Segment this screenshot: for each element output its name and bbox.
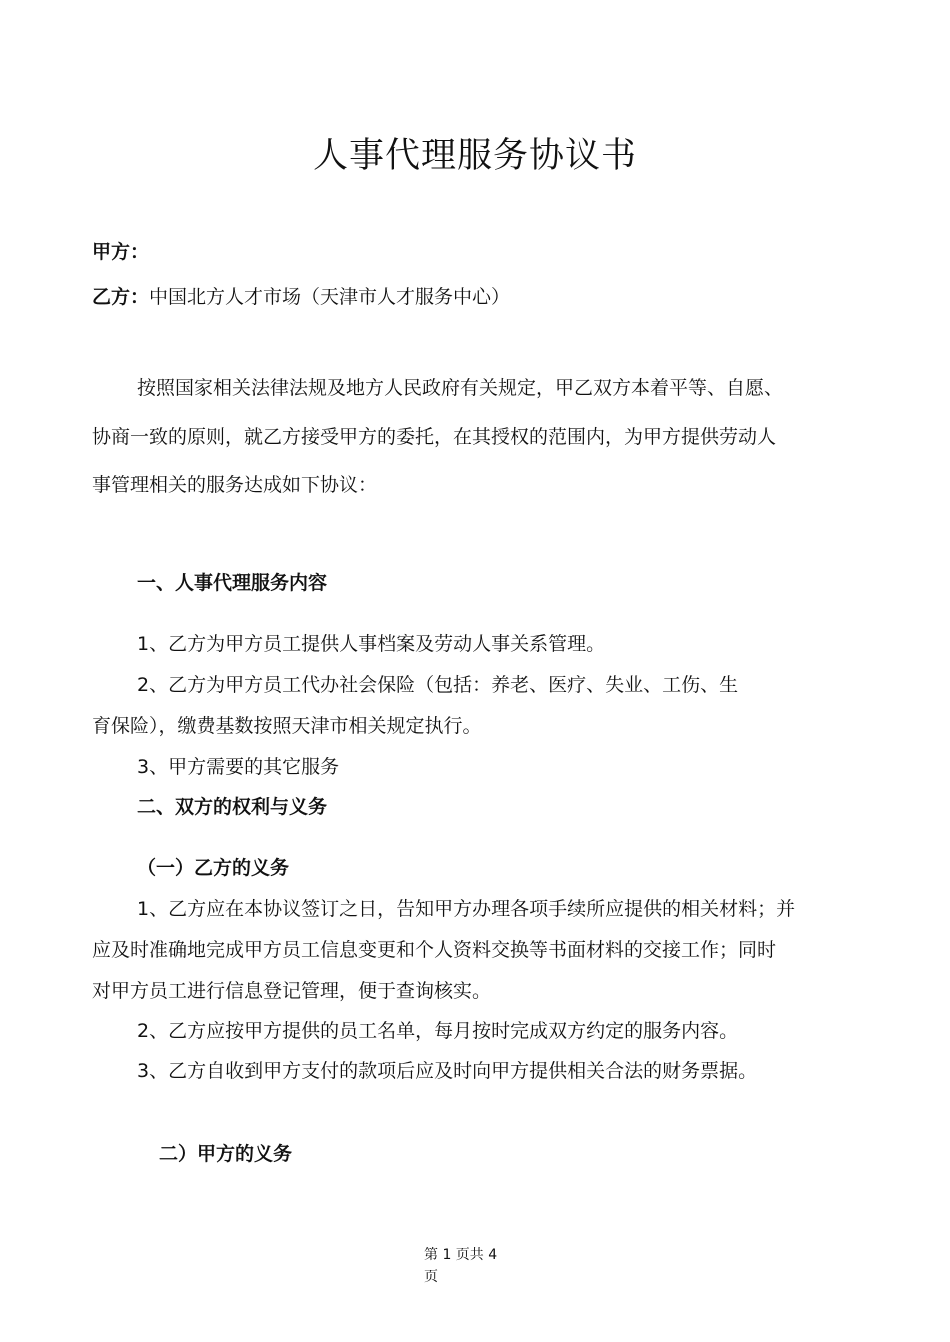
- section-2-sub-1-item-1-cont-a: 应及时准确地完成甲方员工信息变更和个人资料交换等书面材料的交接工作；同时: [92, 939, 777, 961]
- section-1-heading: 一、人事代理服务内容: [137, 572, 328, 594]
- section-2-sub-2-heading: 二）甲方的义务: [159, 1143, 293, 1165]
- section-1-item-2-cont: 育保险），缴费基数按照天津市相关规定执行。: [92, 715, 482, 737]
- intro-line-1: 按照国家相关法律法规及地方人民政府有关规定，甲乙双方本着平等、自愿、: [137, 377, 784, 399]
- page-footer: [424, 1244, 497, 1288]
- intro-line-3: 事管理相关的服务达成如下协议：: [92, 474, 378, 496]
- page-number-line-2: 页: [424, 1269, 438, 1285]
- section-2-sub-1-item-2: 2、乙方应按甲方提供的员工名单，每月按时完成双方约定的服务内容。: [137, 1020, 739, 1042]
- section-2-sub-1-item-1: 1、乙方应在本协议签订之日，告知甲方办理各项手续所应提供的相关材料；并: [137, 898, 796, 920]
- party-b-name: 中国北方人才市场（天津市人才服务中心）: [149, 286, 511, 308]
- section-1-item-2: 2、乙方为甲方员工代办社会保险（包括：养老、医疗、失业、工伤、生: [137, 674, 739, 696]
- party-b-line: [92, 285, 510, 309]
- section-1-item-3: 3、甲方需要的其它服务: [137, 756, 340, 778]
- party-b-label: 乙方：: [92, 286, 150, 308]
- section-2-sub-1-item-3: 3、乙方自收到甲方支付的款项后应及时向甲方提供相关合法的财务票据。: [137, 1060, 758, 1082]
- section-2-sub-1-heading: （一）乙方的义务: [137, 857, 290, 879]
- document-title: 人事代理服务协议书: [312, 136, 637, 176]
- page-number-line-1: 第 1 页共 4: [424, 1247, 498, 1263]
- section-2-heading: 二、双方的权利与义务: [137, 796, 328, 818]
- party-a-label: 甲方：: [92, 241, 150, 263]
- intro-line-2: 协商一致的原则，就乙方接受甲方的委托，在其授权的范围内，为甲方提供劳动人: [92, 426, 777, 448]
- section-1-item-1: 1、乙方为甲方员工提供人事档案及劳动人事关系管理。: [137, 633, 606, 655]
- section-2-sub-1-item-1-cont-b: 对甲方员工进行信息登记管理，便于查询核实。: [92, 980, 492, 1002]
